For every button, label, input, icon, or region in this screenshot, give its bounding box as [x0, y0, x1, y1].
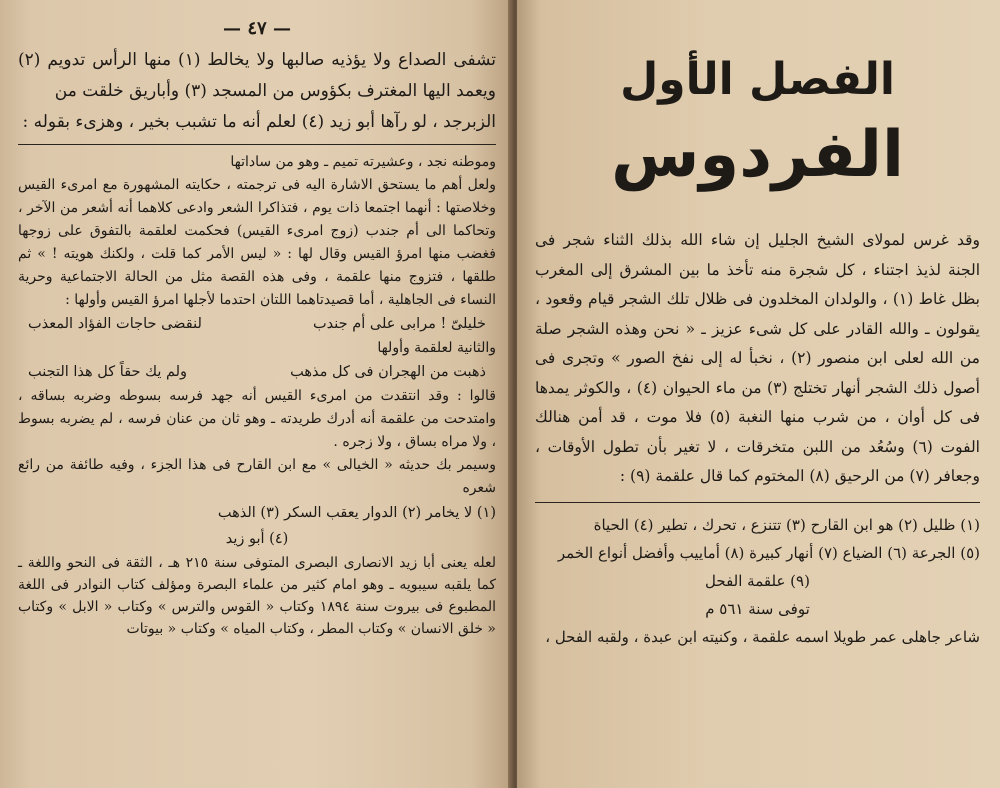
- page-number: — ٤٧ —: [223, 18, 291, 39]
- footnote-paragraph: والثانية لعلقمة وأولها: [377, 340, 496, 356]
- poem-hemistich: خليلىّ ! مرابى على أم جندب: [313, 316, 486, 332]
- footnote-gloss: (١) ظليل (٢) هو ابن القارح (٣) تتنزع ، تحرك ، تطير (٤) الحياة: [593, 515, 980, 534]
- verse-line: الزبرجد ، لو رآها أبو زيد (٤) لعلم أنه ما تشبب بخير ، وهزىء بقوله :: [22, 112, 496, 132]
- poem-hemistich: لنقضى حاجات الفؤاد المعذب: [28, 316, 202, 332]
- footnote-paragraph: ولعل أهم ما يستحق الاشارة اليه فى ترجمته ، حكايته المشهورة مع امرىء القيس وخلاصتها : أنهما اجتمعا ذات يوم ، فتذاكرا الشعر وادعى كلاهما أنه أشعر من الآخر ، وتحاكما الى أم جندب (زوج امرىء القيس) فحكمت لعلقمة بالتفوق على زوجها فغضب منها امرؤ القيس وقال لها : « ليس الأمر كما قلت ، ولكنك هويته ! » ثم طلقها ، فتزوج منها علقمة ، وفى هذه القصة مثل من الحالة الاجتماعية وحرية النساء فى الجاهلية ، أما قصيدتاهما اللتان احتدما لأجلها امرؤ القيس وأولها :: [18, 177, 496, 308]
- main-paragraph: وقد غرس لمولاى الشيخ الجليل إن شاء الله بذلك الثناء شجر فى الجنة لذيذ اجتناء ، كل شجرة منه تأخذ ما بين المشرق إلى المغرب بظل غاط (١) ، والولدان المخلدون فى ظلال تلك الشجر قيام وقعود ، يقولون ـ والله القادر على كل شىء عزيز ـ « نحن وهذه الشجر صلة من الله لعلى ابن منصور (٢) ، نخبأ له إلى نفخ الصور » وتجرى فى أصول ذلك الشجر أنهار تختلج (٣) من ماء الحيوان (٤) ، والكوثر يمدها فى كل أوان ، من شرب منها النغبة (٥) فلا موت ، قد أمن هنالك الفوت (٦) وسُعُد من اللبن متخرقات ، لا تغير بأن تطول الأوقات ، وجعافر (٧) من الرحيق (٨) المختوم كما قال علقمة (٩) :: [535, 231, 980, 485]
- chapter-header: [535, 54, 980, 196]
- footnote-divider: [18, 144, 496, 145]
- footnote-gloss: (٥) الجرعة (٦) الضياع (٧) أنهار كبيرة (٨) أماييب وأفضل أنواع الخمر: [557, 543, 980, 562]
- footnote-paragraph: لعله يعنى أبا زيد الانصارى البصرى المتوفى سنة ٢١٥ هـ ، الثقة فى النحو واللغة ـ كما يلقبه سيبويه ـ وهو امام كثير من علماء البصرة ومؤلف كتاب النوادر فى اللغة المطبوع فى بيروت سنة ١٨٩٤ وكتاب « القوس والترس » وكتاب « الابل » وكتاب « خلق الانسان » وكتاب المطر ، وكتاب المياه » وكتاب « بيوتات: [18, 555, 497, 637]
- footnote-paragraph: وسيمر بك حديثه « الخيالى » مع ابن القارح فى هذا الجزء ، وفيه طائفة من رائع شعره: [18, 457, 496, 496]
- chapter-title: الفصل الأول: [620, 54, 895, 105]
- footnote-paragraph: قالوا : وقد انتقدت من امرىء القيس أنه جهد فرسه بسوطه وضربه بساقه ، وامتدحت من علقمة أنه أدرك طريدته ـ وهو ثان من عنان فرسه ، لم يضربه بسوط ، ولا مراه بساق ، ولا زجره .: [18, 388, 496, 450]
- poem-verse: [18, 360, 496, 385]
- right-page: [517, 0, 1000, 788]
- footnote-gloss: (٤) أبو زيد: [225, 531, 289, 547]
- poem-hemistich: ذهبت من الهجران فى كل مذهب: [290, 364, 486, 380]
- chapter-subtitle: الفردوس: [611, 118, 904, 192]
- verse-line: تشفى الصداع ولا يؤذيه صالبها ولا يخالط (١) منها الرأس تدويم (٢): [18, 50, 496, 70]
- footnote-gloss: شاعر جاهلى عمر طويلا اسمه علقمة ، وكنيته ابن عبدة ، ولقبه الفحل ،: [545, 627, 980, 646]
- poem-hemistich: ولم يك حقاً كل هذا التجنب: [28, 364, 188, 380]
- footnote-gloss: (٩) علقمة الفحل: [705, 571, 810, 590]
- footnote-gloss: (١) لا يخامر (٢) الدوار يعقب السكر (٣) الذهب: [217, 505, 496, 521]
- poem-verse: [18, 312, 496, 337]
- verse-line: ويعمد اليها المغترف بكؤوس من المسجد (٣) وأباريق خلقت من: [54, 81, 496, 101]
- footnote-paragraph: وموطنه نجد ، وعشيرته تميم ـ وهو من ساداتها: [230, 154, 496, 170]
- footnote-gloss: توفى سنة ٥٦١ م: [705, 599, 810, 618]
- footnote-divider: [535, 502, 980, 503]
